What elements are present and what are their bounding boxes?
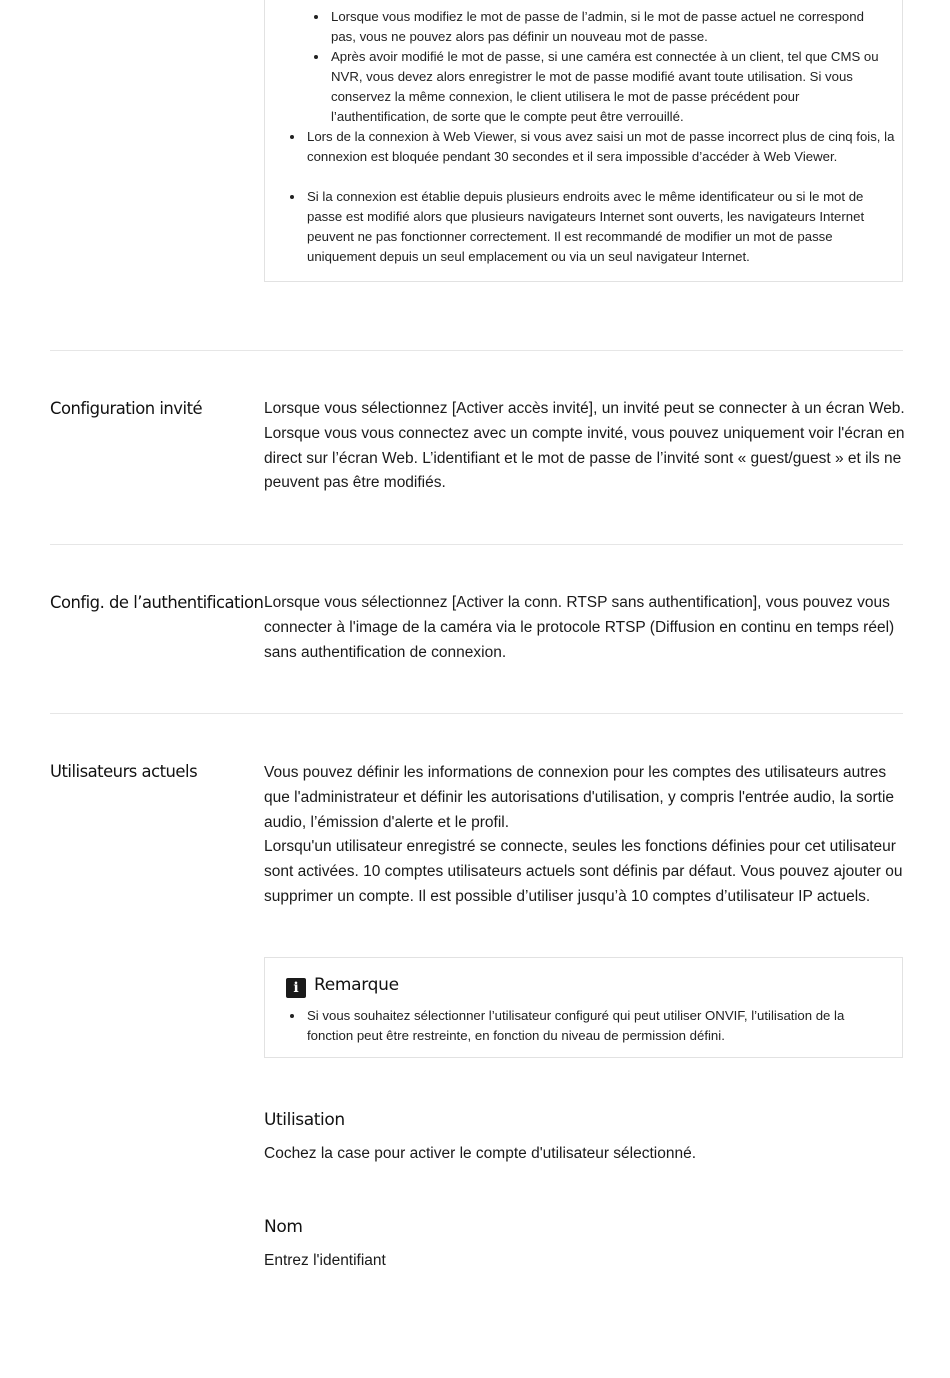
remark-title: Remarque (314, 975, 399, 995)
current-users-text-2: Lorsqu'un utilisateur enregistré se connecte, seules les fonctions définies pour cet utilisateur sont activées. 10 comptes utilisateurs actuels sont définis par défaut. Vous pouvez ajouter ou supprimer un compte. Il est possible d’utiliser jusqu’à 10 comptes d’utilisateur IP actuels. (264, 838, 903, 905)
guest-config-text: Lorsque vous sélectionnez [Activer accès invité], un invité peut se connecter à un écran Web. Lorsque vous vous connectez avec un compte invité, vous pouvez uniquement voir l'écran en direct sur l’écran Web. L’identifiant et le mot de passe de l’invité sont « guest/guest » et ils ne peuvent pas être modifiés. (264, 400, 905, 492)
usage-text: Cochez la case pour activer le compte d'utilisateur sélectionné. (264, 1145, 697, 1162)
section-divider (50, 713, 903, 714)
guest-config-title: Configuration invité (50, 399, 203, 418)
remark-bullet-onvif: Si vous souhaitez sélectionner l’utilisateur configuré qui peut utiliser ONVIF, l’utilisation de la fonction peut être restreinte, en fonction du niveau de permission défini. (307, 1006, 892, 1046)
info-icon: i (286, 978, 306, 998)
note-bullet-login-lock: Lors de la connexion à Web Viewer, si vous avez saisi un mot de passe incorrect plus de cinq fois, la connexion est bloquée pendant 30 secondes et il sera impossible d’accéder à Web Viewer. (307, 127, 897, 167)
name-heading: Nom (264, 1217, 303, 1237)
guest-config-description (264, 397, 909, 496)
note-bullet-multiple-browsers: Si la connexion est établie depuis plusieurs endroits avec le même identificateur ou si le mot de passe est modifié alors que plusieurs navigateurs Internet sont ouverts, les navigateurs Internet peuvent ne pas fonctionner correctement. Il est recommandé de modifier un mot de passe uniquement depuis un seul emplacement ou via un seul navigateur Internet. (307, 187, 897, 267)
auth-config-text: Lorsque vous sélectionnez [Activer la conn. RTSP sans authentification], vous pouvez vous connecter à l'image de la caméra via le protocole RTSP (Diffusion en continu en temps réel) sans authentification de connexion. (264, 594, 895, 661)
current-users-text-1: Vous pouvez définir les informations de connexion pour les comptes des utilisateurs autres que l'administrateur et définir les autorisations d'utilisation, y compris l'entrée audio, la sortie audio, l’émission d'alerte et le profil. (264, 764, 895, 831)
remark-box (264, 957, 903, 1058)
section-divider (50, 350, 903, 351)
note-bullet-admin-password: Lorsque vous modifiez le mot de passe de l’admin, si le mot de passe actuel ne correspond pas, vous ne pouvez alors pas définir un nouveau mot de passe. (331, 7, 891, 47)
current-users-description (264, 761, 909, 910)
usage-heading: Utilisation (264, 1110, 345, 1130)
section-divider (50, 544, 903, 545)
name-text: Entrez l'identifiant (264, 1252, 386, 1269)
note-bullet-client-password: Après avoir modifié le mot de passe, si une caméra est connectée à un client, tel que CMS ou NVR, vous devez alors enregistrer le mot de passe modifié avant toute utilisation. Si vous conservez la même connexion, le client utilisera le mot de passe précédent pour l’authentification, de sorte que le compte peut être verrouillé. (331, 47, 891, 127)
auth-config-description (264, 591, 909, 665)
auth-config-title: Config. de l’authentification (50, 593, 264, 612)
top-note-box (264, 0, 903, 282)
current-users-title: Utilisateurs actuels (50, 762, 198, 781)
